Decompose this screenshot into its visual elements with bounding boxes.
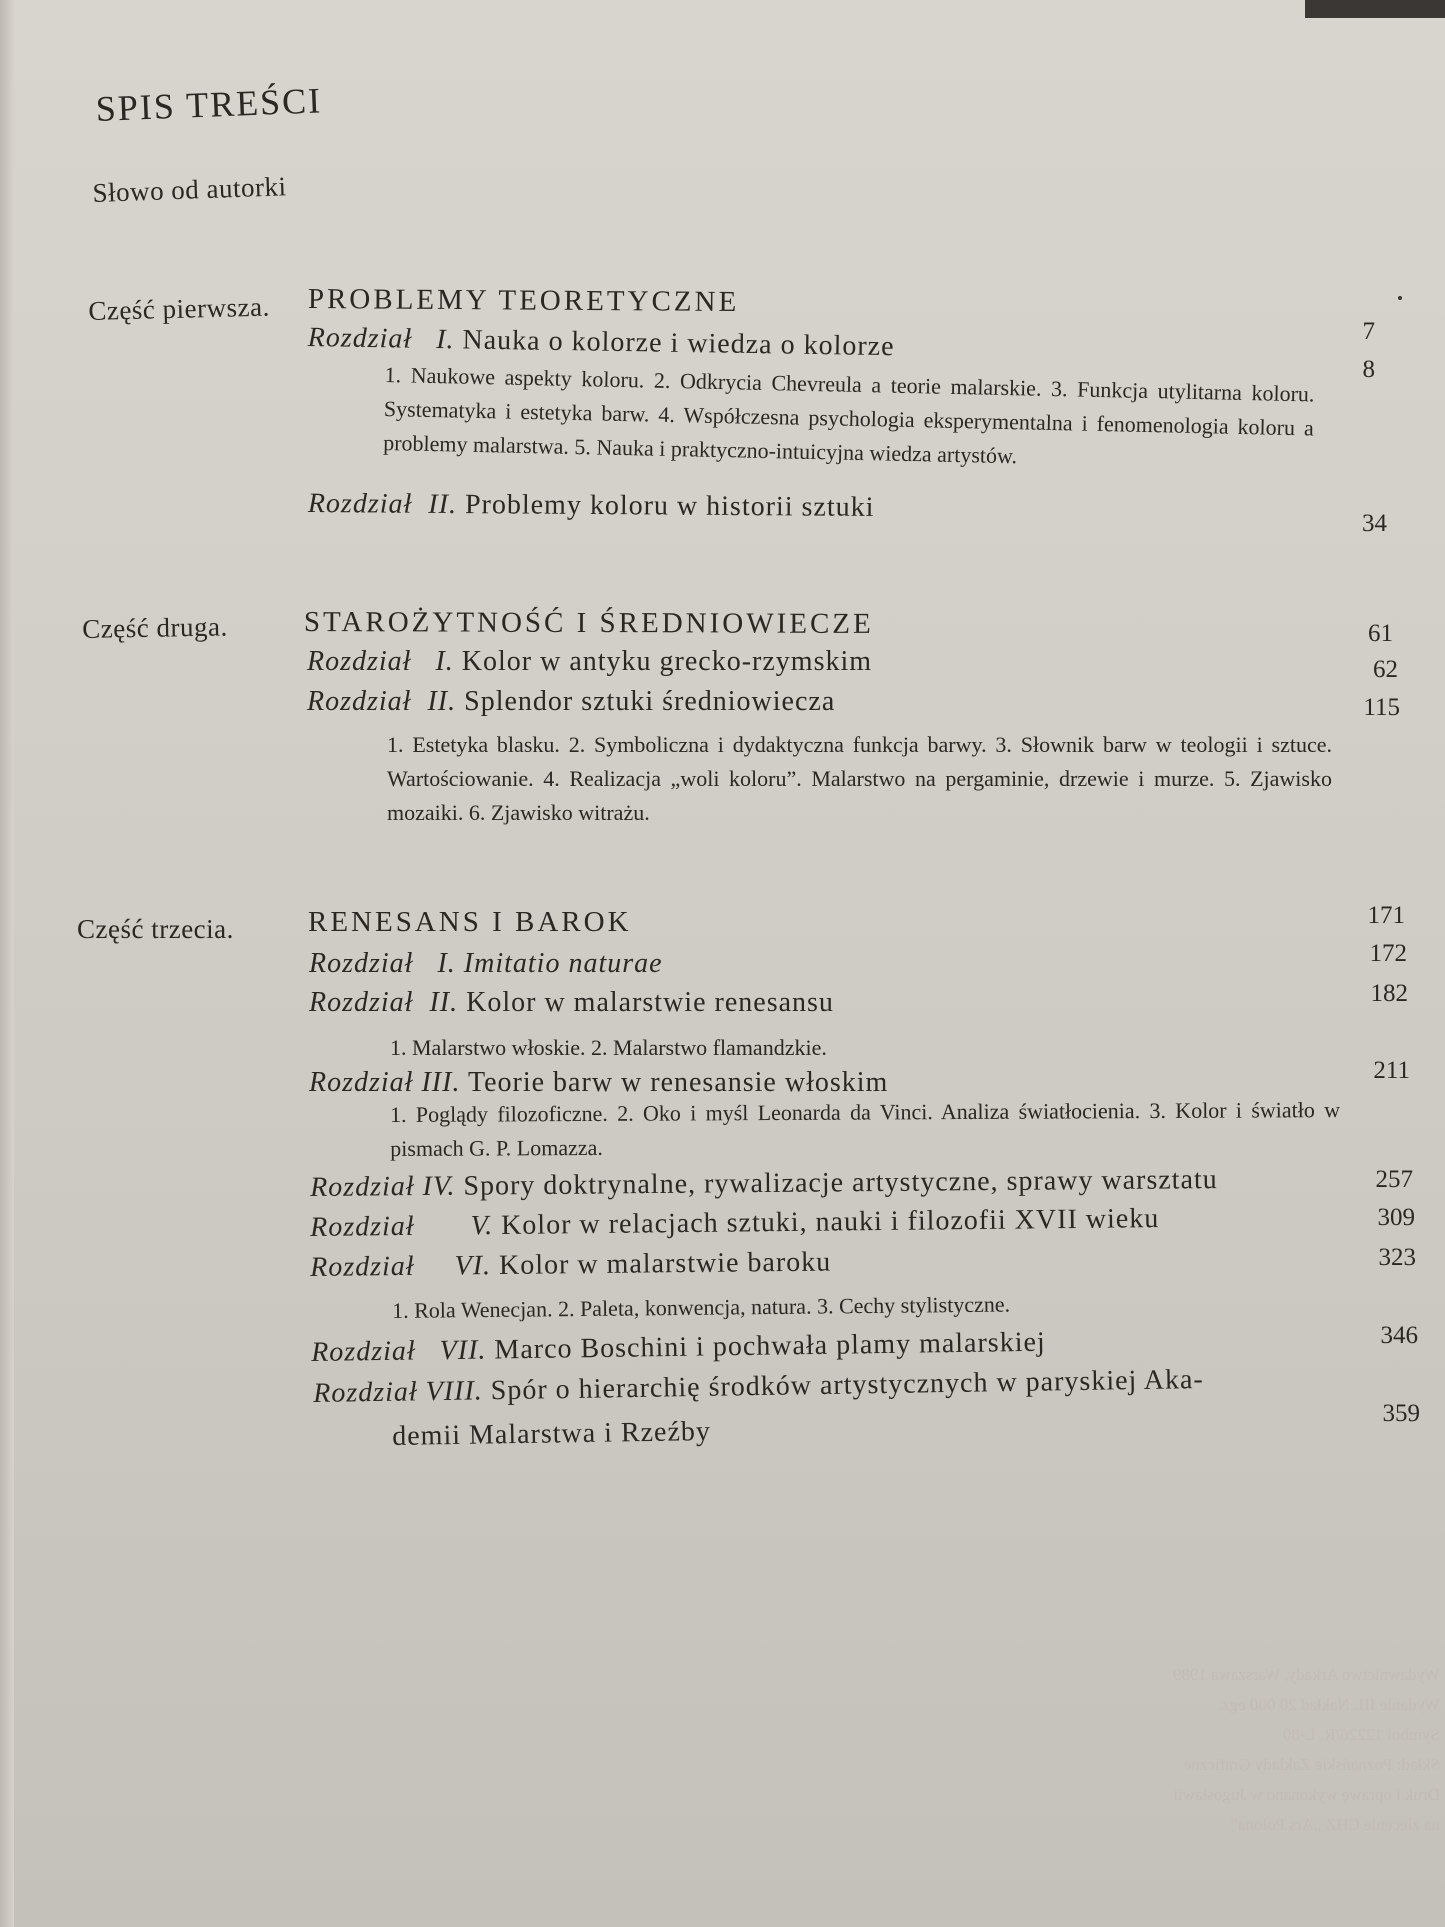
page-number: 172 xyxy=(1369,940,1407,967)
page-number: 34 xyxy=(1362,510,1387,537)
chapter-number: V. xyxy=(470,1210,494,1242)
chapter-title: Kolor w malarstwie renesansu xyxy=(466,987,834,1018)
toc-chapter-entry[interactable] xyxy=(311,1327,1046,1369)
chapter-number: III. xyxy=(421,1067,461,1098)
chapter-title: Spory doktrynalne, rywalizacje artystyczne, sprawy warsztatu xyxy=(463,1164,1218,1202)
page-number: 346 xyxy=(1380,1322,1418,1349)
chapter-number: II. xyxy=(429,987,459,1018)
part-label: Część trzecia. xyxy=(77,914,234,944)
toc-chapter-entry[interactable] xyxy=(310,1164,1218,1204)
page-number: 8 xyxy=(1362,356,1375,383)
chapter-prefix: Rozdział xyxy=(307,322,413,355)
chapter-prefix: Rozdział xyxy=(309,948,414,979)
part-label: Część pierwsza. xyxy=(88,291,271,326)
page-number: 61 xyxy=(1368,620,1393,647)
toc-chapter-entry[interactable] xyxy=(309,987,834,1019)
chapter-summary: 1. Estetyka blasku. 2. Symboliczna i dydaktyczna funkcja barwy. 3. Słownik barw w teologii i sztuce. Wartościowanie. 4. Realizacja „woli koloru”. Malarstwo na pergaminie, drzewie i murze. 5. Zjawisko mozaiki. 6. Zjawisko witrażu. xyxy=(387,732,1332,825)
chapter-number: II. xyxy=(428,488,458,521)
page-title: SPIS TREŚCI xyxy=(95,80,323,129)
page-number: 309 xyxy=(1377,1204,1415,1231)
chapter-summary: 1. Rola Wenecjan. 2. Paleta, konwencja, natura. 3. Cechy stylistyczne. xyxy=(392,1291,1011,1323)
part-title[interactable]: STAROŻYTNOŚĆ I ŚREDNIOWIECZE xyxy=(303,606,874,640)
chapter-prefix: Rozdział xyxy=(310,1171,415,1203)
chapter-summary: 1. Naukowe aspekty koloru. 2. Odkrycia Chevreula a teorie malarskie. 3. Funkcja utylitarna koloru. Systematyka i estetyka barw. 4. Współczesna psychologia eksperymentalna i fenomenologia koloru a problemy malarstwa. 5. Nauka i praktyczno-intuicyjna wiedza artystów. xyxy=(382,361,1315,469)
toc-entry-preface[interactable]: Słowo od autorki xyxy=(92,171,287,208)
chapter-number: I. xyxy=(435,646,454,677)
page-number: 182 xyxy=(1370,980,1408,1007)
chapter-title: Spór o hierarchię środków artystycznych w paryskiej Aka- xyxy=(490,1364,1204,1407)
chapter-prefix: Rozdział xyxy=(310,1250,415,1283)
chapter-title: Splendor sztuki średniowiecza xyxy=(464,686,836,717)
toc-chapter-entry[interactable] xyxy=(307,686,835,718)
page-number: 62 xyxy=(1373,656,1398,683)
chapter-title: Nauka o kolorze i wiedza o kolorze xyxy=(462,324,895,363)
chapter-title: Kolor w malarstwie baroku xyxy=(498,1246,832,1282)
part-label: Część druga. xyxy=(82,611,228,644)
chapter-prefix: Rozdział xyxy=(307,646,412,677)
chapter-number: IV. xyxy=(422,1170,456,1203)
part-title[interactable]: RENESANS I BAROK xyxy=(308,906,632,938)
toc-chapter-entry[interactable] xyxy=(307,646,872,678)
chapter-summary: 1. Poglądy filozoficzne. 2. Oko i myśl Leonarda da Vinci. Analiza światłocienia. 3. Kolor i światło w pismach G. P. Lomazza. xyxy=(390,1097,1341,1161)
bleed-through-text xyxy=(1000,1660,1440,1840)
page-number: 359 xyxy=(1382,1400,1420,1427)
bleed-line: na zlecenie CHZ „Ars Polona” xyxy=(1230,1815,1440,1834)
bleed-line: Wydawnictwo Arkady, Warszawa 1989 xyxy=(1172,1665,1440,1684)
speck xyxy=(1398,296,1402,300)
toc-chapter-entry[interactable] xyxy=(308,488,875,524)
toc-chapter-entry[interactable] xyxy=(309,1067,888,1099)
chapter-prefix: Rozdział xyxy=(307,686,412,717)
chapter-prefix: Rozdział xyxy=(309,987,414,1018)
chapter-number: VIII. xyxy=(425,1375,484,1408)
bleed-line: Symbol 12226/R. L-80 xyxy=(1282,1725,1440,1744)
chapter-number: I. xyxy=(435,324,455,356)
chapter-title: Kolor w antyku grecko-rzymskim xyxy=(461,646,873,677)
chapter-summary: 1. Malarstwo włoskie. 2. Malarstwo flamandzkie. xyxy=(390,1035,827,1060)
chapter-prefix: Rozdział xyxy=(309,1067,414,1098)
chapter-title: Marco Boschini i pochwała plamy malarskiej xyxy=(494,1326,1046,1366)
chapter-title-continuation[interactable]: demii Malarstwa i Rzeźby xyxy=(392,1415,712,1452)
chapter-title: Teorie barw w renesansie włoskim xyxy=(467,1067,889,1098)
page-number: 323 xyxy=(1378,1244,1416,1271)
chapter-number: VI. xyxy=(454,1250,492,1282)
chapter-title: Imitatio naturae xyxy=(463,948,663,979)
bleed-line: Skład: Poznańskie Zakłady Graficzne xyxy=(1183,1755,1440,1774)
chapter-number: I. xyxy=(437,948,456,979)
chapter-prefix: Rozdział xyxy=(307,488,413,520)
toc-chapter-entry[interactable] xyxy=(313,1364,1204,1410)
chapter-prefix: Rozdział xyxy=(310,1210,415,1243)
page-number: 7 xyxy=(1362,318,1375,345)
page-number: 171 xyxy=(1367,902,1405,929)
toc-chapter-entry[interactable] xyxy=(309,948,663,980)
chapter-number: VII. xyxy=(439,1334,487,1367)
toc-chapter-entry[interactable] xyxy=(310,1247,831,1284)
toc-chapter-entry[interactable] xyxy=(307,322,894,363)
page-number: 257 xyxy=(1375,1166,1413,1193)
chapter-title: Kolor w relacjach sztuki, nauki i filozofii XVII wieku xyxy=(500,1203,1160,1241)
bleed-line: Druk i oprawę wykonano w Jugosławii xyxy=(1173,1785,1440,1804)
bleed-line: Wydanie III. Nakład 20 000 egz. xyxy=(1217,1695,1440,1714)
page-number: 115 xyxy=(1363,694,1400,721)
chapter-prefix: Rozdział xyxy=(313,1376,418,1409)
chapter-number: II. xyxy=(427,686,457,717)
part-title[interactable]: PROBLEMY TEORETYCZNE xyxy=(307,283,740,319)
chapter-prefix: Rozdział xyxy=(311,1335,416,1368)
toc-chapter-entry[interactable] xyxy=(310,1203,1159,1244)
page-number: 211 xyxy=(1373,1057,1410,1084)
chapter-title: Problemy koloru w historii sztuki xyxy=(464,489,875,523)
